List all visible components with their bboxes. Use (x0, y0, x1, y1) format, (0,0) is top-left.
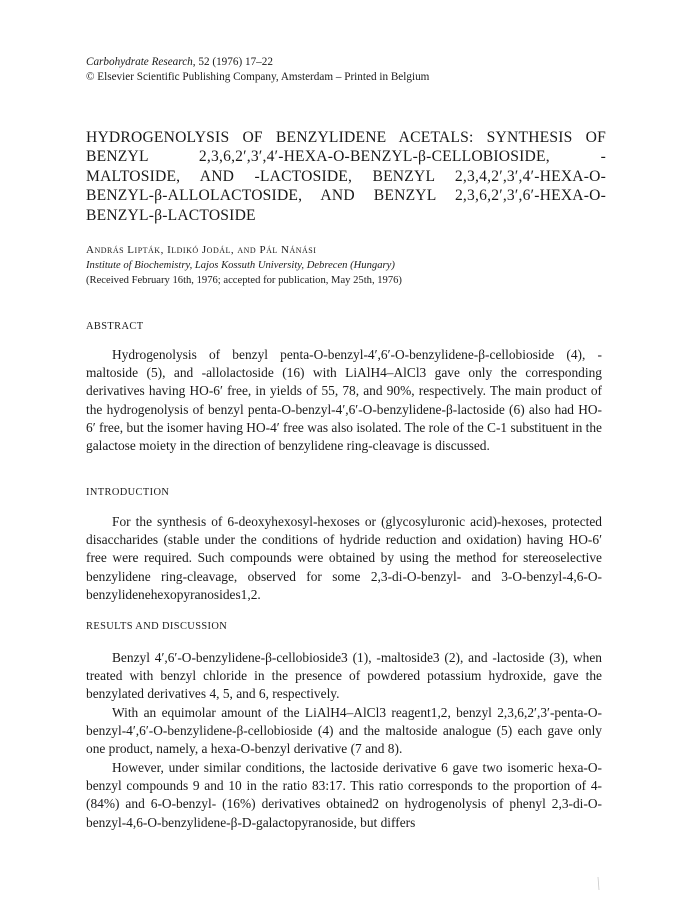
abstract-paragraph: Hydrogenolysis of benzyl penta-O-benzyl-4′,6′-O-benzylidene-β-cellobioside (4), -maltoside (5), and -allolactoside (16) with LiAlH4–AlCl3 gave only the corresponding derivatives having HO-6′ free, in yields of 55, 78, and 90%, respectively. The main product of the hydrogenolysis of benzyl penta-O-benzyl-4′,6′-O-benzylidene-β-lactoside (6) also had HO-6′ free, but the isomer having HO-4′ free was also isolated. The role of the C-1 substituent in the galactose moiety in the direction of benzylidene ring-cleavage is discussed. (86, 347, 602, 454)
received-dates: (Received February 16th, 1976; accepted for publication, May 25th, 1976) (86, 275, 402, 286)
paper-title: HYDROGENOLYSIS OF BENZYLIDENE ACETALS: SYNTHESIS OF BENZYL 2,3,6,2′,3′,4′-HEXA-O-BENZYL-β-CELLOBIOSIDE, -MALTOSIDE, AND -LACTOSIDE, BENZYL 2,3,4,2′,3′,4′-HEXA-O-BENZYL-β-ALLOLACTOSIDE, AND BENZYL 2,3,6,2′,3′,6′-HEXA-O-BENZYL-β-LACTOSIDE (86, 129, 606, 224)
introduction-heading: INTRODUCTION (86, 487, 170, 498)
author-block (86, 243, 606, 288)
journal-header (86, 55, 586, 85)
journal-citation (86, 55, 586, 70)
journal-name: Carbohydrate Research (86, 56, 193, 68)
publisher-line: © Elsevier Scientific Publishing Company, Amsterdam – Printed in Belgium (86, 71, 430, 83)
institution: Institute of Biochemistry, Lajos Kossuth University, Debrecen (Hungary) (86, 260, 395, 271)
results-paragraph-2: With an equimolar amount of the LiAlH4–AlCl3 reagent1,2, benzyl 2,3,6,2′,3′-penta-O-benzyl-4′,6′-O-benzylidene-β-cellobioside (4) and the maltoside analogue (5) each gave only one product, namely, a hexa-O-benzyl derivative (7 and 8). (86, 705, 602, 757)
author-list: András Lipták, Ildikó Jodál, and Pál Nánási (86, 244, 317, 256)
results-paragraph-1: Benzyl 4′,6′-O-benzylidene-β-cellobioside3 (1), -maltoside3 (2), and -lactoside (3), when treated with benzyl chloride in the presence of powdered potassium hydroxide, gave the benzylated derivatives 4, 5, and 6, respectively. (86, 650, 602, 702)
results-paragraph-3: However, under similar conditions, the lactoside derivative 6 gave two isomeric hexa-O-benzyl compounds 9 and 10 in the ratio 83:17. This ratio corresponds to the proportion of 4- (84%) and 6-O-benzyl- (16%) derivatives obtained2 on hydrogenolysis of phenyl 2,3-di-O-benzyl-4,6-O-benzylidene-β-D-galactopyranoside, but differs (86, 760, 602, 830)
journal-volume: , 52 (1976) 17–22 (192, 56, 273, 68)
results-heading: RESULTS AND DISCUSSION (86, 621, 228, 632)
introduction-paragraph: For the synthesis of 6-deoxyhexosyl-hexoses or (glycosyluronic acid)-hexoses, protected disaccharides (stable under the conditions of hydride reduction and oxidation) having HO-6′ free were required. Such compounds were obtained by using the method for stereoselective benzylidene ring-cleavage, observed for some 2,3-di-O-benzyl- and 3-O-benzyl-4,6-O-benzylidenehexopyranosides1,2. (86, 514, 602, 602)
margin-mark (598, 877, 599, 890)
abstract-heading: ABSTRACT (86, 321, 144, 332)
